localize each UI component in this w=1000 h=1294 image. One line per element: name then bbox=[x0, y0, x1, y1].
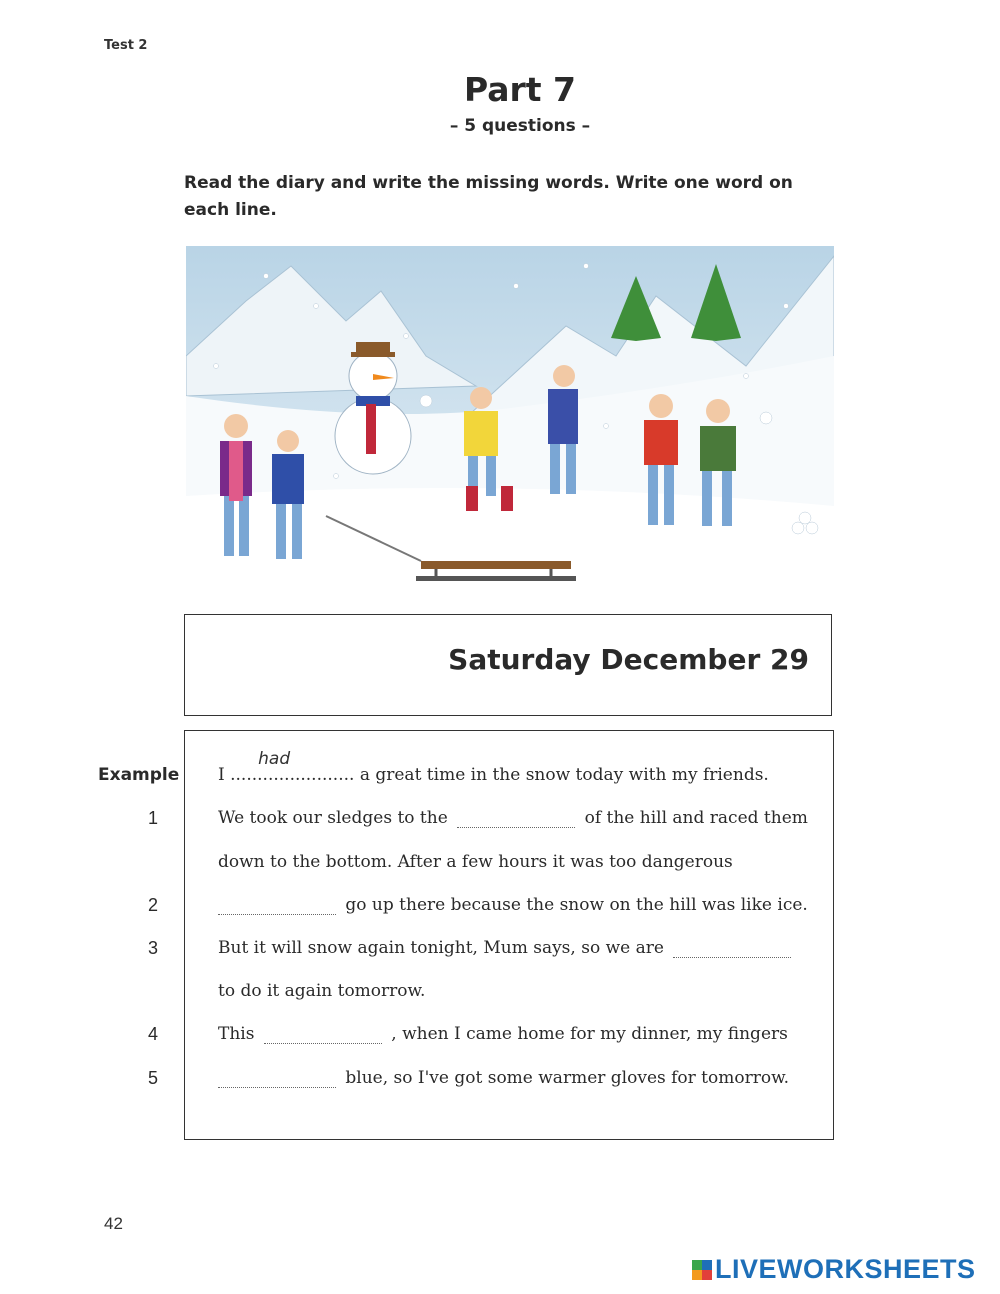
diary-line-1-continued: down to the bottom. After a few hours it was too dangerous bbox=[218, 852, 733, 872]
example-line-before: I bbox=[218, 765, 225, 785]
instructions: Read the diary and write the missing words. Write one word on each line. bbox=[184, 173, 793, 220]
diary-line-3: But it will snow again tonight, Mum says, so we are bbox=[218, 938, 795, 958]
page-number: 42 bbox=[104, 1214, 123, 1233]
answer-input-4[interactable] bbox=[264, 1025, 382, 1044]
part-subtitle: – 5 questions – bbox=[449, 116, 591, 136]
winter-snow-scene-illustration bbox=[186, 246, 834, 602]
question-number-5: 5 bbox=[147, 1068, 158, 1088]
answer-input-1[interactable] bbox=[457, 809, 575, 828]
question-number-3: 3 bbox=[147, 938, 158, 958]
diary-line-1: We took our sledges to the of the hill and raced them bbox=[218, 808, 808, 828]
example-line-after: a great time in the snow today with my friends. bbox=[359, 765, 769, 785]
liveworksheets-logo[interactable] bbox=[692, 1254, 976, 1285]
diary-date-box bbox=[184, 614, 832, 716]
liveworksheets-logo-text: LIVEWORKSHEETS bbox=[715, 1254, 976, 1284]
answer-input-5[interactable] bbox=[218, 1069, 336, 1088]
question-number-2: 2 bbox=[147, 895, 158, 915]
diary-line-5: blue, so I've got some warmer gloves for tomorrow. bbox=[218, 1068, 789, 1088]
example-label: Example bbox=[98, 765, 180, 785]
example-line bbox=[218, 749, 769, 785]
liveworksheets-logo-icon bbox=[692, 1260, 712, 1280]
question-number-1: 1 bbox=[147, 808, 158, 828]
test-label: Test 2 bbox=[104, 38, 148, 53]
diary-line-4: This , when I came home for my dinner, my fingers bbox=[218, 1024, 788, 1044]
example-answer: had bbox=[258, 749, 291, 769]
diary-line-3-continued: to do it again tomorrow. bbox=[218, 981, 426, 1001]
answer-input-2[interactable] bbox=[218, 896, 336, 915]
question-number-4: 4 bbox=[147, 1024, 158, 1044]
part-title: Part 7 bbox=[463, 70, 577, 109]
diary-line-2: go up there because the snow on the hill was like ice. bbox=[218, 895, 808, 915]
example-answer-blank: ....................... had bbox=[230, 749, 355, 785]
diary-date: Saturday December 29 bbox=[448, 643, 809, 676]
answer-input-3[interactable] bbox=[673, 939, 791, 958]
